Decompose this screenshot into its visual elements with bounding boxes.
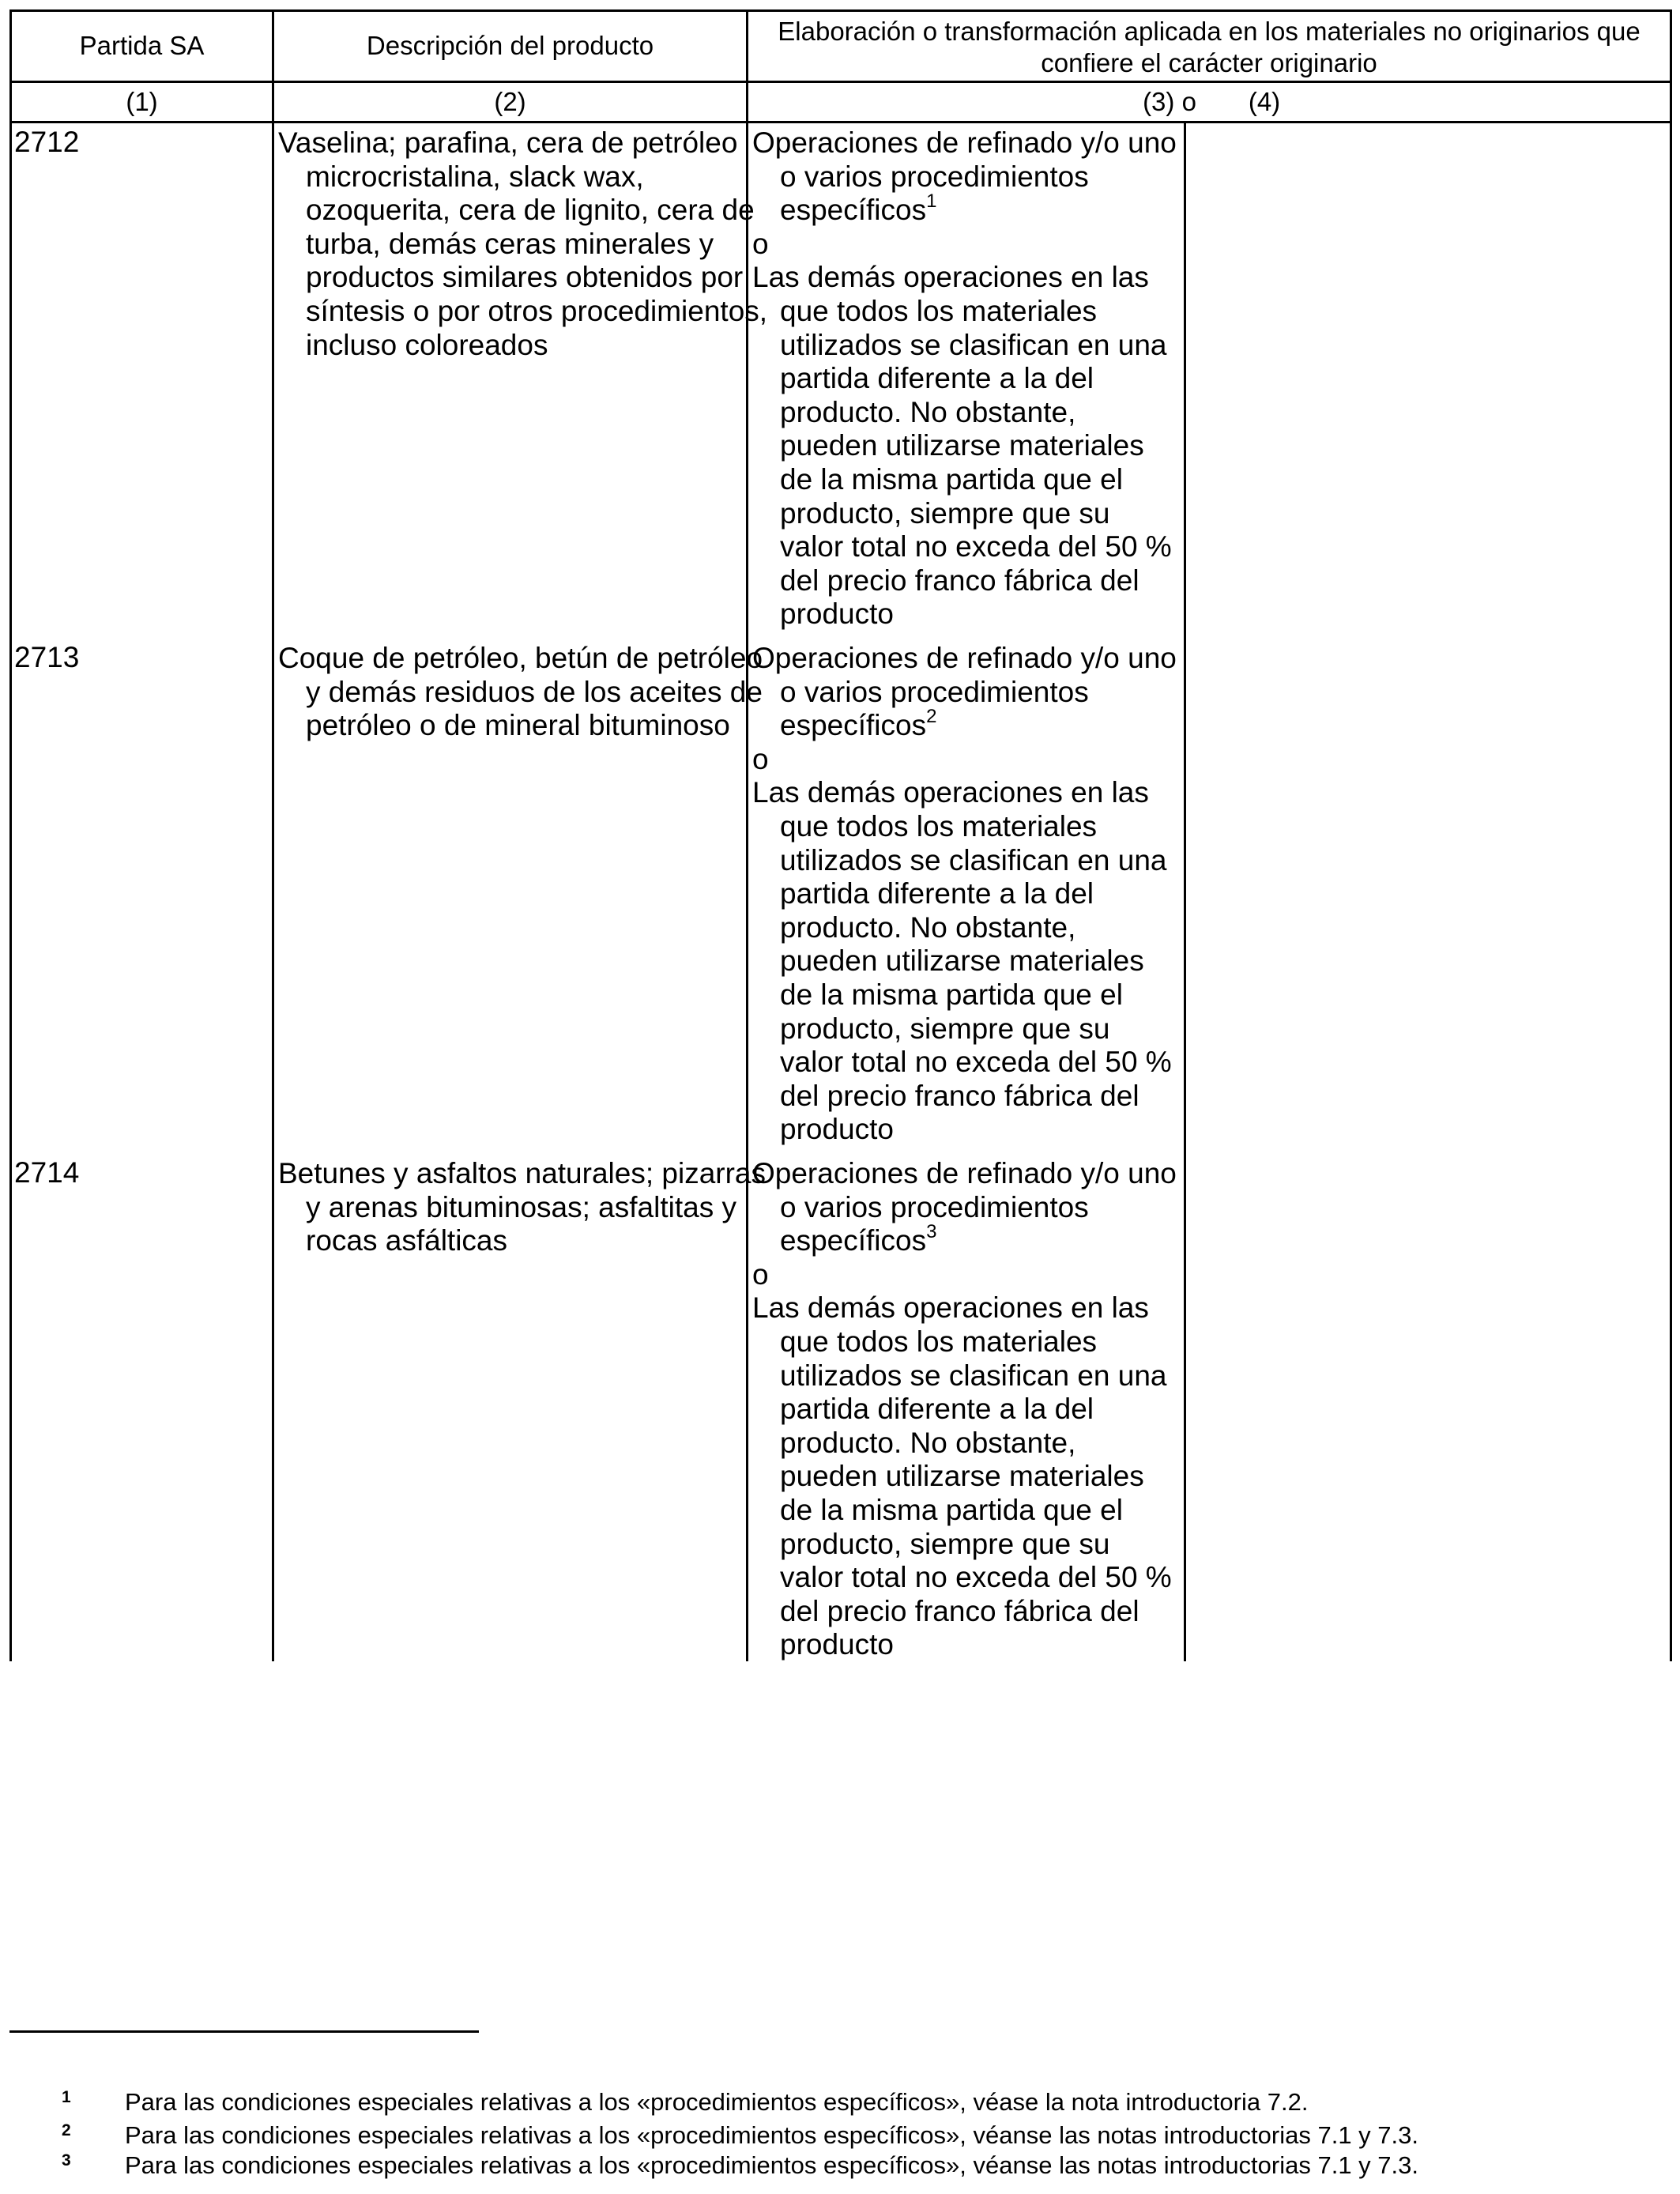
row-rule bbox=[752, 1157, 1179, 1662]
footnote-ref: 1 bbox=[926, 190, 937, 213]
row-description: Betunes y asfaltos naturales; pizarras y arenas bituminosas; asfaltitas y rocas asfálticas bbox=[278, 1157, 766, 1257]
footnote-text: Para las condiciones especiales relativas a los «procedimientos específicos», véanse las notas introductorias 7.1 y 7.3. bbox=[125, 2121, 1419, 2149]
row-rule bbox=[752, 126, 1179, 631]
row-rule bbox=[752, 642, 1179, 1147]
rule-other-operations: Las demás operaciones en las que todos los materiales utilizados se clasifican en una partida diferente a la del producto. No obstante, pueden utilizarse materiales de la misma partida que el producto, siempre que su valor total no exceda del 50 % del precio franco fábrica del producto bbox=[752, 776, 1172, 1146]
rule-other-operations: Las demás operaciones en las que todos los materiales utilizados se clasifican en una partida diferente a la del producto. No obstante, pueden utilizarse materiales de la misma partida que el producto, siempre que su valor total no exceda del 50 % del precio franco fábrica del producto bbox=[752, 1291, 1172, 1661]
row-description: Vaselina; parafina, cera de petróleo microcristalina, slack wax, ozoquerita, cera de lignito, cera de turba, demás ceras minerales y productos similares obtenidos por síntesis o por otros procedimientos, incluso coloreados bbox=[278, 126, 768, 361]
column-number-3: (3) o bbox=[1143, 87, 1196, 116]
rule-refining: Operaciones de refinado y/o uno o varios procedimientos específicos bbox=[752, 642, 1177, 742]
rule-or: o bbox=[752, 1257, 769, 1291]
footnote-mark: 3 bbox=[62, 2151, 71, 2169]
column-header-descripcion: Descripción del producto bbox=[366, 31, 654, 60]
column-number-2: (2) bbox=[494, 87, 526, 116]
column-border bbox=[1670, 122, 1672, 1661]
footnote-mark: 2 bbox=[62, 2121, 71, 2139]
column-border bbox=[272, 122, 274, 1661]
column-border bbox=[1184, 122, 1186, 1661]
row-description: Coque de petróleo, betún de petróleo y demás residuos de los aceites de petróleo o de mineral bituminoso bbox=[278, 642, 763, 742]
footnote-mark: 1 bbox=[62, 2088, 71, 2106]
rule-other-operations: Las demás operaciones en las que todos los materiales utilizados se clasifican en una partida diferente a la del producto. No obstante, pueden utilizarse materiales de la misma partida que el producto, siempre que su valor total no exceda del 50 % del precio franco fábrica del producto bbox=[752, 261, 1172, 631]
footnote-ref: 3 bbox=[926, 1221, 937, 1243]
footnote-separator bbox=[9, 2030, 479, 2033]
rule-or: o bbox=[752, 742, 769, 775]
row-code: 2712 bbox=[14, 126, 80, 158]
column-number-1: (1) bbox=[126, 87, 158, 116]
row-code: 2713 bbox=[14, 641, 80, 673]
column-border bbox=[9, 122, 12, 1661]
rule-refining: Operaciones de refinado y/o uno o varios procedimientos específicos bbox=[752, 1157, 1177, 1257]
column-header-partida: Partida SA bbox=[79, 31, 205, 60]
footnote-text: Para las condiciones especiales relativas a los «procedimientos específicos», véanse las notas introductorias 7.1 y 7.3. bbox=[125, 2151, 1419, 2179]
footnote-text: Para las condiciones especiales relativas a los «procedimientos específicos», véase la nota introductoria 7.2. bbox=[125, 2088, 1309, 2116]
header-row-divider bbox=[9, 81, 1672, 83]
header-divider bbox=[746, 9, 748, 123]
footnote-ref: 2 bbox=[926, 706, 937, 728]
rule-or: o bbox=[752, 227, 769, 260]
column-header-elaboracion: Elaboración o transformación aplicada en los materiales no originarios que confiere el carácter originario bbox=[778, 17, 1640, 77]
rule-refining: Operaciones de refinado y/o uno o varios procedimientos específicos bbox=[752, 126, 1177, 227]
column-number-4: (4) bbox=[1248, 87, 1281, 116]
row-code: 2714 bbox=[14, 1156, 80, 1189]
